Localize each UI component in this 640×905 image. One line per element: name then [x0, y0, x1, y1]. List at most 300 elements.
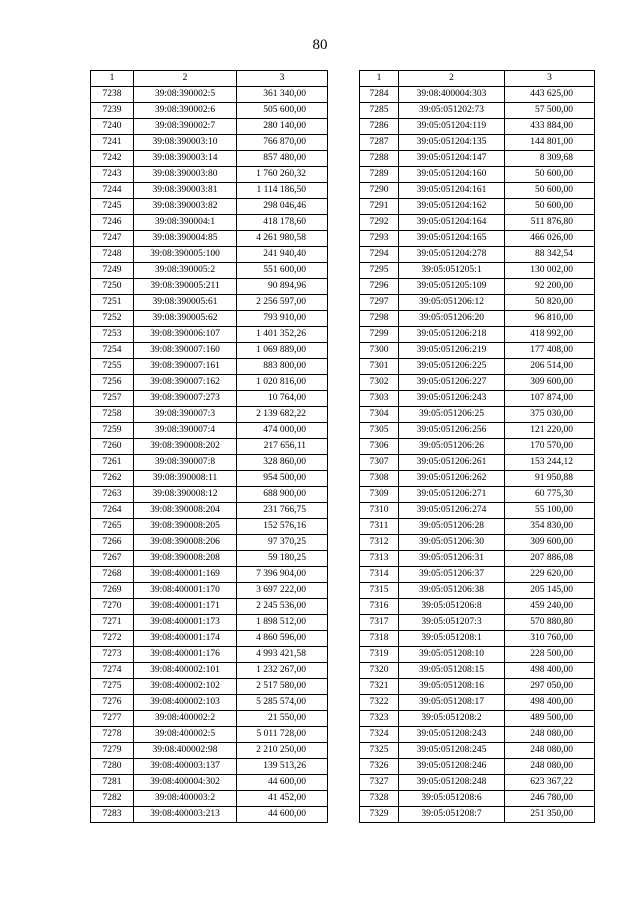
value-cell: 8 309,68 — [505, 151, 595, 167]
row-number-cell: 7278 — [91, 727, 134, 743]
row-number-cell: 7325 — [360, 743, 399, 759]
row-number-cell: 7297 — [360, 295, 399, 311]
table-row — [360, 375, 595, 391]
table-row — [91, 807, 328, 823]
cadastral-number-cell: 39:05:051206:227 — [399, 375, 505, 391]
table-row — [360, 487, 595, 503]
row-number-cell: 7294 — [360, 247, 399, 263]
table-row — [360, 247, 595, 263]
cadastral-number-cell: 39:05:051204:164 — [399, 215, 505, 231]
value-cell: 50 600,00 — [505, 199, 595, 215]
cadastral-number-cell: 39:08:390005:100 — [134, 247, 237, 263]
cadastral-number-cell: 39:05:051204:278 — [399, 247, 505, 263]
row-number-cell: 7275 — [91, 679, 134, 695]
cadastral-number-cell: 39:05:051206:271 — [399, 487, 505, 503]
cadastral-number-cell: 39:05:051204:160 — [399, 167, 505, 183]
value-cell: 90 894,96 — [237, 279, 328, 295]
row-number-cell: 7272 — [91, 631, 134, 647]
cadastral-number-cell: 39:05:051208:15 — [399, 663, 505, 679]
table-row — [360, 471, 595, 487]
value-cell: 96 810,00 — [505, 311, 595, 327]
value-cell: 418 178,60 — [237, 215, 328, 231]
value-cell: 2 210 250,00 — [237, 743, 328, 759]
row-number-cell: 7259 — [91, 423, 134, 439]
row-number-cell: 7299 — [360, 327, 399, 343]
table-row — [360, 135, 595, 151]
value-cell: 248 080,00 — [505, 759, 595, 775]
cadastral-number-cell: 39:05:051208:243 — [399, 727, 505, 743]
table-row — [360, 711, 595, 727]
table-row — [91, 199, 328, 215]
table-row — [360, 311, 595, 327]
row-number-cell: 7320 — [360, 663, 399, 679]
row-number-cell: 7289 — [360, 167, 399, 183]
table-row — [91, 503, 328, 519]
cadastral-number-cell: 39:08:390003:80 — [134, 167, 237, 183]
row-number-cell: 7246 — [91, 215, 134, 231]
value-cell: 4 860 596,00 — [237, 631, 328, 647]
row-number-cell: 7291 — [360, 199, 399, 215]
value-cell: 88 342,54 — [505, 247, 595, 263]
cadastral-number-cell: 39:05:051206:218 — [399, 327, 505, 343]
cadastral-number-cell: 39:08:400001:171 — [134, 599, 237, 615]
value-cell: 248 080,00 — [505, 727, 595, 743]
table-row — [360, 231, 595, 247]
cadastral-number-cell: 39:08:390003:81 — [134, 183, 237, 199]
column-header-3: 3 — [505, 71, 595, 87]
value-cell: 121 220,00 — [505, 423, 595, 439]
cadastral-number-cell: 39:05:051208:17 — [399, 695, 505, 711]
row-number-cell: 7327 — [360, 775, 399, 791]
table-row — [360, 743, 595, 759]
value-cell: 443 625,00 — [505, 87, 595, 103]
table-row — [360, 439, 595, 455]
cadastral-number-cell: 39:05:051205:109 — [399, 279, 505, 295]
value-cell: 55 100,00 — [505, 503, 595, 519]
cadastral-number-cell: 39:08:390008:204 — [134, 503, 237, 519]
row-number-cell: 7284 — [360, 87, 399, 103]
table-row — [91, 551, 328, 567]
cadastral-number-cell: 39:08:400003:137 — [134, 759, 237, 775]
value-cell: 2 245 536,00 — [237, 599, 328, 615]
table-row — [91, 487, 328, 503]
table-row — [91, 295, 328, 311]
table-row — [91, 519, 328, 535]
table-row — [91, 615, 328, 631]
row-number-cell: 7307 — [360, 455, 399, 471]
cadastral-number-cell: 39:05:051208:16 — [399, 679, 505, 695]
row-number-cell: 7263 — [91, 487, 134, 503]
right-table — [359, 70, 595, 823]
value-cell: 511 876,80 — [505, 215, 595, 231]
value-cell: 766 870,00 — [237, 135, 328, 151]
value-cell: 309 600,00 — [505, 375, 595, 391]
value-cell: 144 801,00 — [505, 135, 595, 151]
value-cell: 623 367,22 — [505, 775, 595, 791]
value-cell: 41 452,00 — [237, 791, 328, 807]
row-number-cell: 7266 — [91, 535, 134, 551]
value-cell: 139 513,26 — [237, 759, 328, 775]
row-number-cell: 7240 — [91, 119, 134, 135]
cadastral-number-cell: 39:08:400004:302 — [134, 775, 237, 791]
value-cell: 418 992,00 — [505, 327, 595, 343]
table-row — [91, 119, 328, 135]
table-row — [91, 775, 328, 791]
table-row — [360, 215, 595, 231]
value-cell: 50 600,00 — [505, 167, 595, 183]
table-row — [91, 695, 328, 711]
table-row — [91, 343, 328, 359]
table-row — [360, 279, 595, 295]
table-row — [360, 679, 595, 695]
cadastral-number-cell: 39:08:400001:176 — [134, 647, 237, 663]
cadastral-number-cell: 39:08:390007:8 — [134, 455, 237, 471]
cadastral-number-cell: 39:05:051204:165 — [399, 231, 505, 247]
row-number-cell: 7309 — [360, 487, 399, 503]
table-row — [360, 327, 595, 343]
row-number-cell: 7243 — [91, 167, 134, 183]
value-cell: 2 256 597,00 — [237, 295, 328, 311]
value-cell: 1 069 889,00 — [237, 343, 328, 359]
value-cell: 50 820,00 — [505, 295, 595, 311]
cadastral-number-cell: 39:05:051208:245 — [399, 743, 505, 759]
table-row — [91, 263, 328, 279]
value-cell: 505 600,00 — [237, 103, 328, 119]
table-row — [360, 295, 595, 311]
row-number-cell: 7328 — [360, 791, 399, 807]
row-number-cell: 7244 — [91, 183, 134, 199]
row-number-cell: 7310 — [360, 503, 399, 519]
value-cell: 298 046,46 — [237, 199, 328, 215]
table-row — [91, 439, 328, 455]
row-number-cell: 7276 — [91, 695, 134, 711]
value-cell: 10 764,00 — [237, 391, 328, 407]
cadastral-number-cell: 39:08:390002:5 — [134, 87, 237, 103]
cadastral-number-cell: 39:08:390007:4 — [134, 423, 237, 439]
value-cell: 107 874,00 — [505, 391, 595, 407]
cadastral-number-cell: 39:08:400002:102 — [134, 679, 237, 695]
cadastral-number-cell: 39:08:400002:101 — [134, 663, 237, 679]
row-number-cell: 7317 — [360, 615, 399, 631]
column-header-2: 2 — [134, 71, 237, 87]
table-row — [91, 391, 328, 407]
table-row — [91, 711, 328, 727]
value-cell: 2 517 580,00 — [237, 679, 328, 695]
value-cell: 309 600,00 — [505, 535, 595, 551]
table-row — [360, 615, 595, 631]
cadastral-number-cell: 39:05:051206:262 — [399, 471, 505, 487]
cadastral-number-cell: 39:05:051208:10 — [399, 647, 505, 663]
cadastral-number-cell: 39:05:051206:37 — [399, 567, 505, 583]
row-number-cell: 7254 — [91, 343, 134, 359]
value-cell: 570 880,80 — [505, 615, 595, 631]
cadastral-number-cell: 39:08:390005:61 — [134, 295, 237, 311]
cadastral-number-cell: 39:08:390008:208 — [134, 551, 237, 567]
table-row — [91, 759, 328, 775]
table-row — [360, 567, 595, 583]
table-row — [360, 775, 595, 791]
value-cell: 328 860,00 — [237, 455, 328, 471]
value-cell: 5 011 728,00 — [237, 727, 328, 743]
column-header-3: 3 — [237, 71, 328, 87]
table-row — [360, 727, 595, 743]
table-row — [360, 407, 595, 423]
cadastral-number-cell: 39:05:051206:8 — [399, 599, 505, 615]
cadastral-number-cell: 39:08:390004:1 — [134, 215, 237, 231]
cadastral-number-cell: 39:08:400001:169 — [134, 567, 237, 583]
value-cell: 44 600,00 — [237, 775, 328, 791]
cadastral-number-cell: 39:05:051206:38 — [399, 583, 505, 599]
table-row — [91, 215, 328, 231]
table-row — [91, 279, 328, 295]
row-number-cell: 7260 — [91, 439, 134, 455]
row-number-cell: 7268 — [91, 567, 134, 583]
table-row — [91, 375, 328, 391]
value-cell: 217 656,11 — [237, 439, 328, 455]
value-cell: 297 050,00 — [505, 679, 595, 695]
value-cell: 206 514,00 — [505, 359, 595, 375]
cadastral-number-cell: 39:05:051208:248 — [399, 775, 505, 791]
row-number-cell: 7293 — [360, 231, 399, 247]
value-cell: 459 240,00 — [505, 599, 595, 615]
value-cell: 251 350,00 — [505, 807, 595, 823]
value-cell: 688 900,00 — [237, 487, 328, 503]
value-cell: 551 600,00 — [237, 263, 328, 279]
cadastral-number-cell: 39:08:390007:3 — [134, 407, 237, 423]
value-cell: 57 500,00 — [505, 103, 595, 119]
table-row — [91, 247, 328, 263]
row-number-cell: 7298 — [360, 311, 399, 327]
value-cell: 92 200,00 — [505, 279, 595, 295]
value-cell: 248 080,00 — [505, 743, 595, 759]
table-row — [91, 151, 328, 167]
cadastral-number-cell: 39:05:051208:1 — [399, 631, 505, 647]
table-row — [360, 87, 595, 103]
table-row — [360, 759, 595, 775]
table-row — [360, 599, 595, 615]
value-cell: 177 408,00 — [505, 343, 595, 359]
table-row — [91, 135, 328, 151]
cadastral-number-cell: 39:05:051206:243 — [399, 391, 505, 407]
cadastral-number-cell: 39:05:051206:28 — [399, 519, 505, 535]
row-number-cell: 7318 — [360, 631, 399, 647]
table-row — [360, 519, 595, 535]
row-number-cell: 7250 — [91, 279, 134, 295]
table-row — [360, 503, 595, 519]
value-cell: 59 180,25 — [237, 551, 328, 567]
cadastral-number-cell: 39:08:390008:205 — [134, 519, 237, 535]
cadastral-number-cell: 39:08:390005:2 — [134, 263, 237, 279]
cadastral-number-cell: 39:08:390003:82 — [134, 199, 237, 215]
table-row — [91, 567, 328, 583]
row-number-cell: 7269 — [91, 583, 134, 599]
table-row — [91, 791, 328, 807]
cadastral-number-cell: 39:05:051205:1 — [399, 263, 505, 279]
cadastral-number-cell: 39:05:051204:162 — [399, 199, 505, 215]
left-table — [90, 70, 328, 823]
value-cell: 310 760,00 — [505, 631, 595, 647]
cadastral-number-cell: 39:05:051206:20 — [399, 311, 505, 327]
value-cell: 152 576,16 — [237, 519, 328, 535]
row-number-cell: 7247 — [91, 231, 134, 247]
header-row — [91, 71, 328, 87]
cadastral-number-cell: 39:05:051206:12 — [399, 295, 505, 311]
cadastral-number-cell: 39:05:051208:246 — [399, 759, 505, 775]
row-number-cell: 7302 — [360, 375, 399, 391]
row-number-cell: 7238 — [91, 87, 134, 103]
value-cell: 1 898 512,00 — [237, 615, 328, 631]
row-number-cell: 7251 — [91, 295, 134, 311]
table-row — [360, 535, 595, 551]
cadastral-number-cell: 39:08:390007:160 — [134, 343, 237, 359]
cadastral-number-cell: 39:08:390006:107 — [134, 327, 237, 343]
value-cell: 228 500,00 — [505, 647, 595, 663]
cadastral-number-cell: 39:08:390008:11 — [134, 471, 237, 487]
value-cell: 433 884,00 — [505, 119, 595, 135]
table-row — [91, 471, 328, 487]
cadastral-number-cell: 39:08:390002:6 — [134, 103, 237, 119]
table-row — [91, 359, 328, 375]
row-number-cell: 7308 — [360, 471, 399, 487]
cadastral-number-cell: 39:08:400003:213 — [134, 807, 237, 823]
value-cell: 4 993 421,58 — [237, 647, 328, 663]
table-row — [91, 167, 328, 183]
value-cell: 466 026,00 — [505, 231, 595, 247]
table-row — [360, 455, 595, 471]
cadastral-number-cell: 39:05:051208:6 — [399, 791, 505, 807]
table-row — [360, 551, 595, 567]
value-cell: 857 480,00 — [237, 151, 328, 167]
header-row — [360, 71, 595, 87]
cadastral-number-cell: 39:05:051206:31 — [399, 551, 505, 567]
table-row — [91, 311, 328, 327]
cadastral-number-cell: 39:08:390007:161 — [134, 359, 237, 375]
cadastral-number-cell: 39:08:400002:98 — [134, 743, 237, 759]
cadastral-number-cell: 39:05:051204:161 — [399, 183, 505, 199]
table-row — [360, 663, 595, 679]
value-cell: 375 030,00 — [505, 407, 595, 423]
value-cell: 21 550,00 — [237, 711, 328, 727]
table-row — [91, 583, 328, 599]
page-number: 80 — [312, 37, 328, 53]
row-number-cell: 7306 — [360, 439, 399, 455]
value-cell: 5 285 574,00 — [237, 695, 328, 711]
value-cell: 231 766,75 — [237, 503, 328, 519]
table-row — [360, 119, 595, 135]
row-number-cell: 7290 — [360, 183, 399, 199]
table-row — [360, 359, 595, 375]
value-cell: 354 830,00 — [505, 519, 595, 535]
value-cell: 60 775,30 — [505, 487, 595, 503]
table-row — [91, 327, 328, 343]
value-cell: 793 910,00 — [237, 311, 328, 327]
value-cell: 361 340,00 — [237, 87, 328, 103]
table-row — [91, 535, 328, 551]
row-number-cell: 7329 — [360, 807, 399, 823]
row-number-cell: 7261 — [91, 455, 134, 471]
value-cell: 474 000,00 — [237, 423, 328, 439]
cadastral-number-cell: 39:08:390008:12 — [134, 487, 237, 503]
table-row — [360, 263, 595, 279]
value-cell: 205 145,00 — [505, 583, 595, 599]
table-row — [360, 791, 595, 807]
row-number-cell: 7280 — [91, 759, 134, 775]
value-cell: 1 020 816,00 — [237, 375, 328, 391]
cadastral-number-cell: 39:05:051206:274 — [399, 503, 505, 519]
table-row — [91, 599, 328, 615]
cadastral-number-cell: 39:05:051204:119 — [399, 119, 505, 135]
table-row — [360, 391, 595, 407]
cadastral-number-cell: 39:08:400002:2 — [134, 711, 237, 727]
row-number-cell: 7321 — [360, 679, 399, 695]
cadastral-number-cell: 39:05:051208:2 — [399, 711, 505, 727]
table-row — [91, 679, 328, 695]
cadastral-number-cell: 39:08:390008:206 — [134, 535, 237, 551]
value-cell: 97 370,25 — [237, 535, 328, 551]
table-row — [360, 695, 595, 711]
table-row — [360, 103, 595, 119]
row-number-cell: 7252 — [91, 311, 134, 327]
cadastral-number-cell: 39:05:051206:219 — [399, 343, 505, 359]
row-number-cell: 7323 — [360, 711, 399, 727]
row-number-cell: 7267 — [91, 551, 134, 567]
table-row — [91, 423, 328, 439]
row-number-cell: 7255 — [91, 359, 134, 375]
value-cell: 498 400,00 — [505, 663, 595, 679]
value-cell: 1 401 352,26 — [237, 327, 328, 343]
cadastral-number-cell: 39:08:400001:170 — [134, 583, 237, 599]
cadastral-number-cell: 39:05:051206:26 — [399, 439, 505, 455]
row-number-cell: 7311 — [360, 519, 399, 535]
row-number-cell: 7296 — [360, 279, 399, 295]
row-number-cell: 7301 — [360, 359, 399, 375]
row-number-cell: 7273 — [91, 647, 134, 663]
table-row — [360, 343, 595, 359]
value-cell: 883 800,00 — [237, 359, 328, 375]
value-cell: 1 114 186,50 — [237, 183, 328, 199]
row-number-cell: 7262 — [91, 471, 134, 487]
row-number-cell: 7265 — [91, 519, 134, 535]
value-cell: 91 950,88 — [505, 471, 595, 487]
row-number-cell: 7314 — [360, 567, 399, 583]
table-row — [91, 87, 328, 103]
row-number-cell: 7319 — [360, 647, 399, 663]
table-row — [91, 183, 328, 199]
row-number-cell: 7248 — [91, 247, 134, 263]
table-row — [360, 183, 595, 199]
table-row — [91, 663, 328, 679]
value-cell: 170 570,00 — [505, 439, 595, 455]
cadastral-number-cell: 39:05:051206:30 — [399, 535, 505, 551]
value-cell: 280 140,00 — [237, 119, 328, 135]
row-number-cell: 7283 — [91, 807, 134, 823]
value-cell: 207 886,08 — [505, 551, 595, 567]
cadastral-number-cell: 39:05:051206:256 — [399, 423, 505, 439]
table-row — [91, 743, 328, 759]
row-number-cell: 7256 — [91, 375, 134, 391]
value-cell: 50 600,00 — [505, 183, 595, 199]
value-cell: 489 500,00 — [505, 711, 595, 727]
cadastral-number-cell: 39:08:390003:14 — [134, 151, 237, 167]
table-row — [91, 231, 328, 247]
row-number-cell: 7279 — [91, 743, 134, 759]
row-number-cell: 7277 — [91, 711, 134, 727]
table-row — [360, 199, 595, 215]
table-row — [360, 423, 595, 439]
cadastral-number-cell: 39:08:390007:162 — [134, 375, 237, 391]
value-cell: 3 697 222,00 — [237, 583, 328, 599]
table-row — [360, 167, 595, 183]
